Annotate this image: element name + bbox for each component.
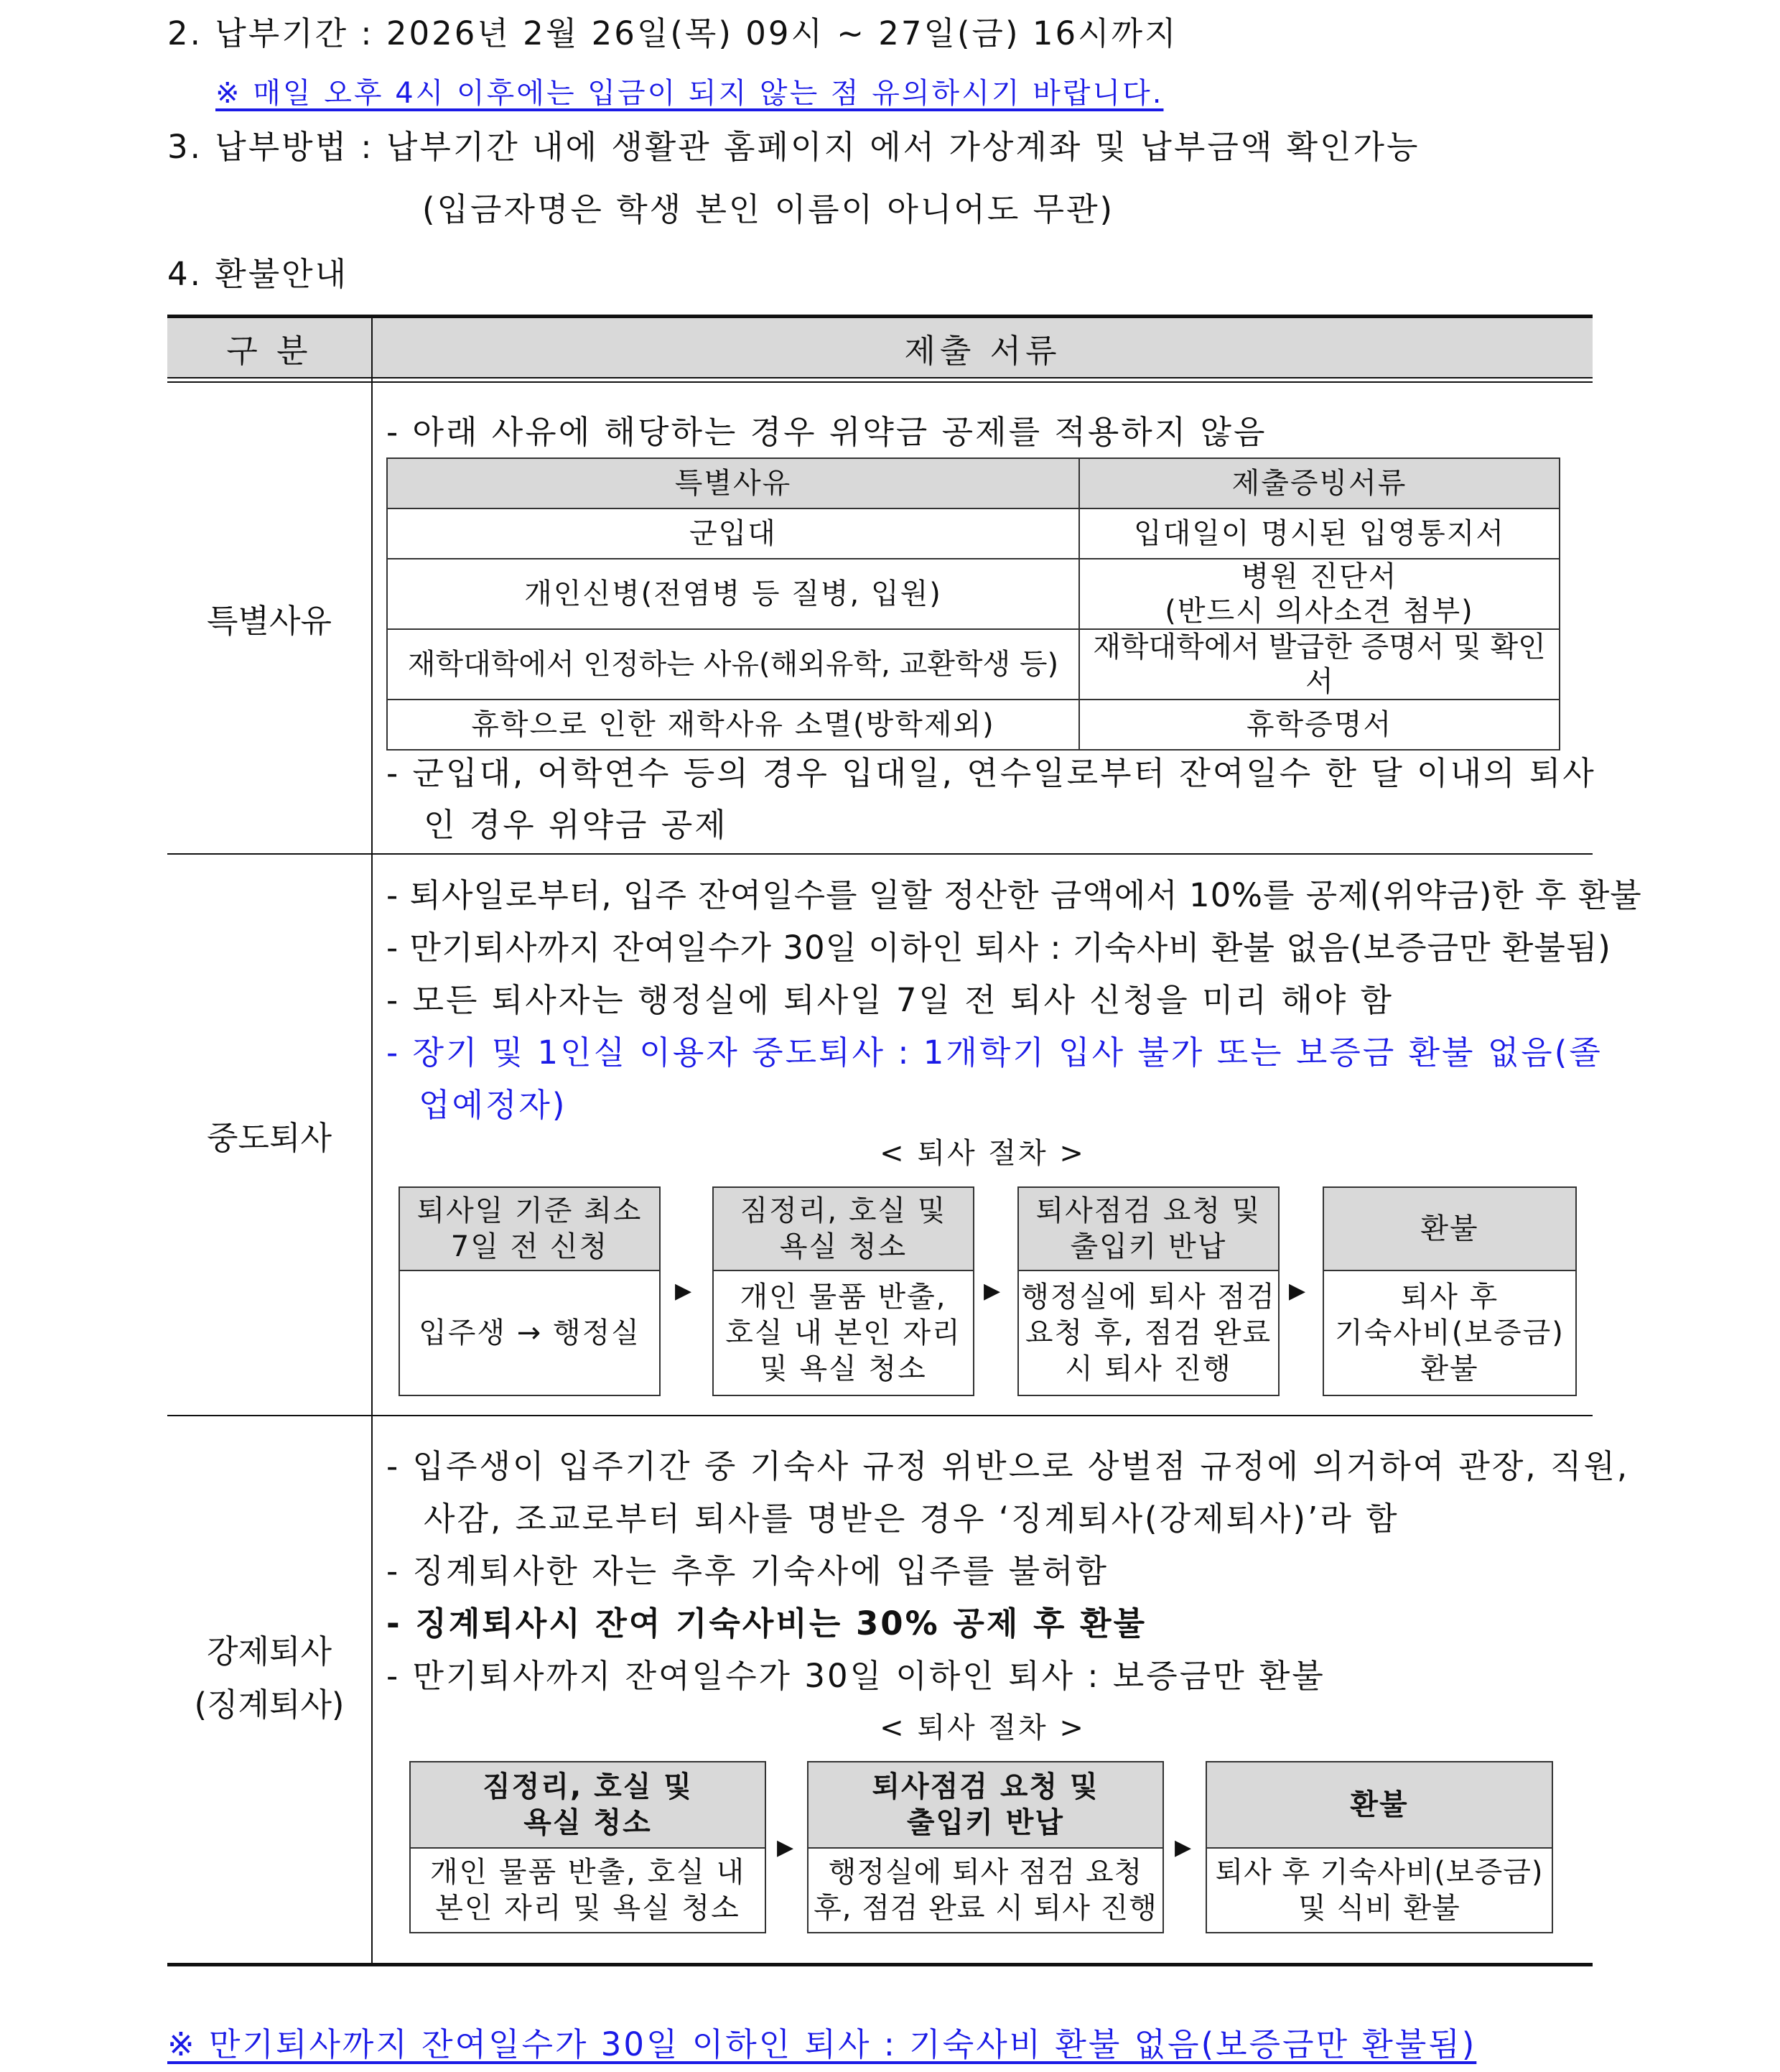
table-cell: 입대일이 명시된 입영통지서 [1079,508,1560,559]
step-body-line: 요청 후, 점검 완료 [1025,1316,1272,1349]
step-body-line: 개인 물품 반출, [740,1281,947,1314]
col-header-docs: 제출증빙서류 [1079,458,1560,508]
header-rule-1 [167,377,1593,378]
payment-method-line: 3. 납부방법 : 납부기간 내에 생활관 홈페이지 에서 가상계좌 및 납부금액 확인가능 [167,128,1420,166]
step-header [809,1762,1162,1849]
row-rule-2 [167,1415,1593,1416]
step-header-line: 욕실 청소 [523,1806,652,1839]
step-body [714,1271,973,1395]
step-body [809,1849,1162,1932]
step-header-line: 짐정리, 호실 및 [483,1770,693,1803]
step-body-line: 후, 점검 완료 시 퇴사 진행 [814,1892,1157,1925]
step-body [1207,1849,1552,1932]
doc-line-2: (반드시 의사소견 첨부) [1165,595,1474,628]
row-label-forced [167,1625,371,1732]
forced-step-3 [1206,1761,1553,1933]
special-reason-table [386,457,1560,751]
table-cell: 휴학으로 인한 재학사유 소멸(방학제외) [387,700,1079,750]
forced-bullet-2: - 징계퇴사한 자는 추후 기숙사에 입주를 불허함 [386,1552,1109,1590]
col-header-reason: 특별사유 [387,458,1079,508]
step-header [411,1762,765,1849]
table-bottom-rule [167,1963,1593,1966]
step-header-line: 출입키 반납 [1070,1230,1227,1263]
deposit-time-note: ※ 매일 오후 4시 이후에는 입금이 되지 않는 점 유의하시기 바랍니다. [215,77,1164,110]
step-header [1324,1188,1575,1271]
step-body [1324,1271,1575,1395]
payment-method-note: (입금자명은 학생 본인 이름이 아니어도 무관) [422,190,1115,228]
special-after-2: 인 경우 위약금 공제 [424,806,728,844]
step-body [1019,1271,1278,1395]
step-header [400,1188,659,1271]
step-header [714,1188,973,1271]
step-body-line: 및 식비 환불 [1298,1892,1460,1925]
refund-heading: 4. 환불안내 [167,255,349,293]
special-after-1: - 군입대, 어학연수 등의 경우 입대일, 연수일로부터 잔여일수 한 달 이내의 퇴사 [386,754,1596,792]
forced-step-1 [409,1761,766,1933]
step-body-line: 행정실에 퇴사 점검 [1021,1281,1276,1314]
table-cell [1079,559,1560,629]
payment-period-line: 2. 납부기간 : 2026년 2월 26일(목) 09시 ~ 27일(금) 16시까지 [167,14,1178,52]
midway-procedure-title: < 퇴사 절차 > [880,1136,1086,1170]
row-label-midway: 중도퇴사 [207,1118,332,1157]
step-header-line: 7일 전 신청 [450,1230,609,1263]
row-label-forced-1: 강제퇴사 [207,1632,332,1671]
table-cell: 군입대 [387,508,1079,559]
step-body [411,1849,765,1932]
forced-procedure-title: < 퇴사 절차 > [880,1711,1086,1745]
header-category: 구 분 [226,331,312,370]
midway-step-1 [399,1186,661,1396]
midway-bullet-4: - 장기 및 1인실 이용자 중도퇴사 : 1개학기 입사 불가 또는 보증금 환불 없음(졸 [386,1033,1603,1072]
arrow-right-icon: ▶ [777,1835,794,1860]
table-cell: 휴학증명서 [1079,700,1560,750]
step-body-line: 입주생 → 행정실 [419,1316,640,1349]
step-header-line: 퇴사일 기준 최소 [416,1194,643,1227]
arrow-right-icon: ▶ [1289,1278,1306,1304]
arrow-right-icon: ▶ [984,1278,1001,1304]
step-body-line: 및 욕실 청소 [760,1352,927,1385]
step-header-line: 출입키 반납 [906,1806,1065,1839]
doc-line-1: 병원 진단서 [1241,560,1398,593]
midway-bullet-3: - 모든 퇴사자는 행정실에 퇴사일 7일 전 퇴사 신청을 미리 해야 함 [386,981,1394,1019]
step-header-line: 퇴사점검 요청 및 [872,1770,1099,1803]
step-body-line: 시 퇴사 진행 [1065,1352,1232,1385]
midway-bullet-2: - 만기퇴사까지 잔여일수가 30일 이하인 퇴사 : 기숙사비 환불 없음(보증금만 환불됨) [386,929,1611,967]
footer-note: ※ 만기퇴사까지 잔여일수가 30일 이하인 퇴사 : 기숙사비 환불 없음(보증금만 환불됨) [167,2025,1477,2063]
step-body-line: 본인 자리 및 욕실 청소 [435,1892,740,1925]
table-cell: 개인신병(전염병 등 질병, 입원) [387,559,1079,629]
midway-step-3 [1017,1186,1280,1396]
row-label-special: 특별사유 [207,602,332,640]
step-header [1207,1762,1552,1849]
arrow-right-icon: ▶ [675,1278,692,1304]
table-cell: 재학대학에서 발급한 증명서 및 확인서 [1079,629,1560,700]
step-body-line: 기숙사비(보증금) [1335,1316,1565,1349]
forced-bullet-4: - 만기퇴사까지 잔여일수가 30일 이하인 퇴사 : 보증금만 환불 [386,1657,1325,1695]
arrow-right-icon: ▶ [1175,1835,1192,1860]
step-body-line: 퇴사 후 기숙사비(보증금) [1215,1856,1544,1889]
step-header [1019,1188,1278,1271]
step-header-line: 환불 [1420,1212,1479,1245]
step-header-line: 퇴사점검 요청 및 [1035,1194,1262,1227]
forced-step-2 [807,1761,1164,1933]
forced-bullet-3: - 징계퇴사시 잔여 기숙사비는 30% 공제 후 환불 [386,1604,1147,1643]
step-body-line: 환불 [1420,1352,1479,1385]
row-rule-1 [167,853,1593,855]
midway-step-4 [1323,1186,1577,1396]
midway-bullet-1: - 퇴사일로부터, 입주 잔여일수를 일할 정산한 금액에서 10%를 공제(위약금)한 후 환불 [386,876,1642,914]
step-body-line: 호실 내 본인 자리 [725,1316,961,1349]
step-body [400,1271,659,1395]
step-header-line: 욕실 청소 [779,1230,908,1263]
table-cell: 재학대학에서 인정하는 사유(해외유학, 교환학생 등) [387,629,1079,700]
header-rule-2 [167,381,1593,383]
midway-step-2 [712,1186,974,1396]
step-body-line: 행정실에 퇴사 점검 요청 [828,1856,1143,1889]
forced-bullet-1b: 사감, 조교로부터 퇴사를 명받은 경우 ‘징계퇴사(강제퇴사)’라 함 [424,1500,1399,1538]
row-label-forced-2: (징계퇴사) [194,1686,345,1724]
step-body-line: 개인 물품 반출, 호실 내 [429,1856,746,1889]
header-documents: 제출 서류 [904,331,1061,370]
forced-bullet-1: - 입주생이 입주기간 중 기숙사 규정 위반으로 상벌점 규정에 의거하여 관장, 직원, [386,1447,1630,1485]
special-intro: - 아래 사유에 해당하는 경우 위약금 공제를 적용하지 않음 [386,413,1267,451]
step-header-line: 환불 [1350,1788,1409,1821]
step-header-line: 짐정리, 호실 및 [740,1194,947,1227]
step-body-line: 퇴사 후 [1400,1281,1499,1314]
midway-bullet-4b: 업예정자) [419,1086,567,1124]
